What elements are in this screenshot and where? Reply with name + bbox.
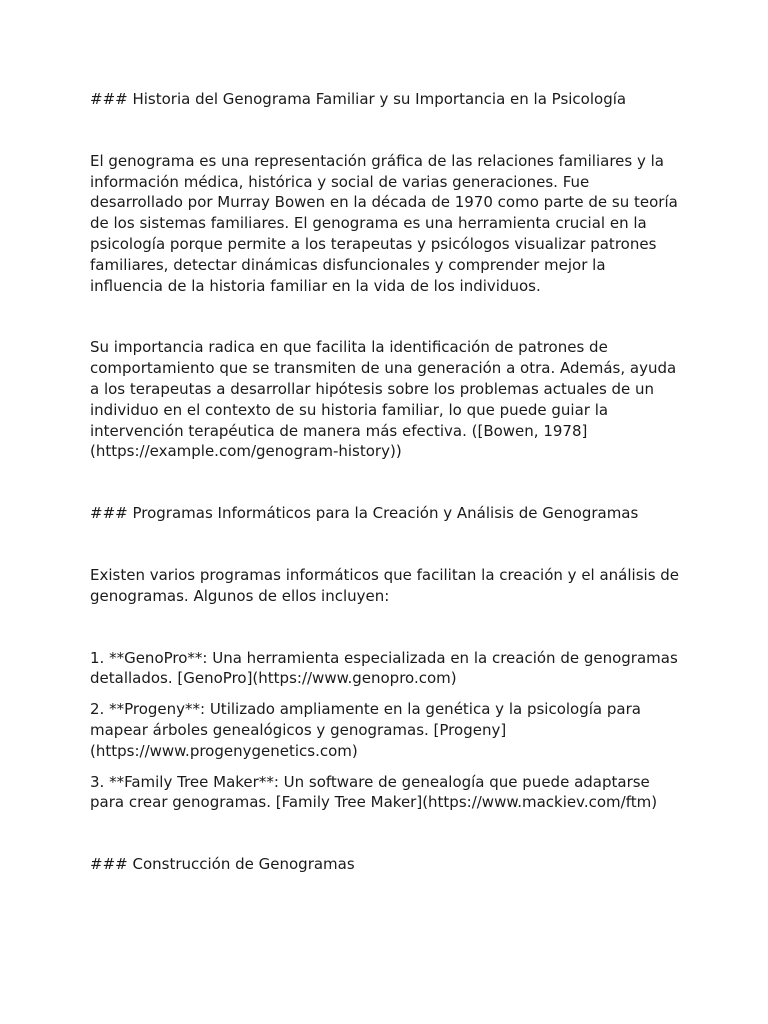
list-item-progeny: 2. **Progeny**: Utilizado ampliamente en la genética y la psicología para mapear árboles genealógicos y genogramas. [Progeny](https://www.progenygenetics.com) [90, 700, 641, 760]
list-item-family-tree-maker: 3. **Family Tree Maker**: Un software de genealogía que puede adaptarse para crear genogramas. [Family Tree Maker](https://www.mackiev.com/ftm) [90, 772, 658, 812]
section-heading-software: ### Programas Informáticos para la Creación y Análisis de Genogramas [90, 504, 639, 523]
list-item-genopro: 1. **GenoPro**: Una herramienta especializada en la creación de genogramas detallados. [GenoPro](https://www.genopro.com) [90, 648, 678, 688]
paragraph-software-intro: Existen varios programas informáticos que facilitan la creación y el análisis de genogramas. Algunos de ellos incluyen: [90, 565, 680, 605]
section-heading-construction: ### Construcción de Genogramas [90, 855, 355, 874]
document-page [90, 89, 680, 875]
paragraph-genogram-definition: El genograma es una representación gráfica de las relaciones familiares y la información médica, histórica y social de varias generaciones. Fue desarrollado por Murray Bowen en la década de 1970 como parte de su teoría de los sistemas familiares. El genograma es una herramienta crucial en la psicología porque permite a los terapeutas y psicólogos visualizar patrones familiares, detectar dinámicas disfuncionales y comprender mejor la influencia de la historia familiar en la vida de los individuos. [90, 151, 678, 295]
paragraph-importance: Su importancia radica en que facilita la identificación de patrones de comportamiento que se transmiten de una generación a otra. Además, ayuda a los terapeutas a desarrollar hipótesis sobre los problemas actuales de un individuo en el contexto de su historia familiar, lo que puede guiar la intervención terapéutica de manera más efectiva. ([Bowen, 1978](https://example.com/genogram-history)) [90, 338, 677, 461]
section-heading-history: ### Historia del Genograma Familiar y su Importancia en la Psicología [90, 90, 627, 108]
